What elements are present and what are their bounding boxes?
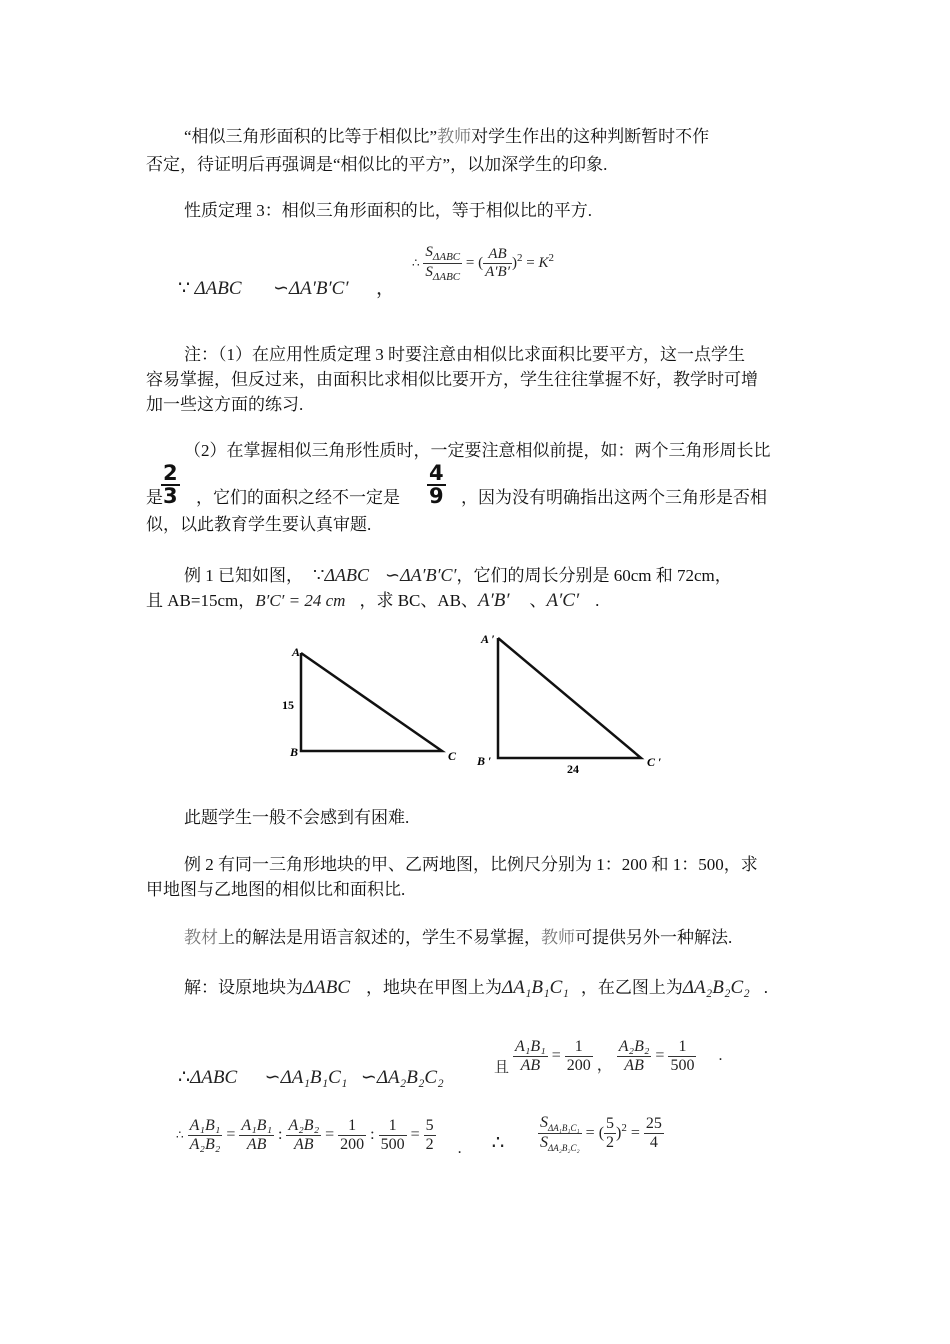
- remark: 此题学生一般不会感到有困难.: [184, 808, 410, 827]
- note2-tail: ，因为没有明确指出这两个三角形是否相: [461, 488, 767, 507]
- area-ratio-result: $\frac{S_{\Delta A_1B_1C_1}}{S_{\Delta A_2B_2C_2}}$ = ( $\frac{5}{2}$ )$^2$ = $\frac{25}{4}$: [540, 1114, 662, 1154]
- example2-line2: 甲地图与乙地图的相似比和面积比.: [146, 880, 406, 899]
- scale-ratios: 且 $\frac{\text{A₁B₁}}{AB}$ = $\frac{1}{200}$ ， $\frac{\text{A₂B₂}}{AB}$ = $\frac{1}{500}$ .: [494, 1038, 723, 1077]
- triangle-abc: [282, 645, 457, 763]
- similarity-ratio-fraction: $\frac{AB}{A'B'}$: [485, 246, 510, 280]
- note2-line3: 似，以此教育学生要认真审题.: [146, 515, 372, 534]
- example2-line1: 例 2 有同一三角形地块的甲、乙两地图，比例尺分别为 1：200 和 1：500，求: [184, 855, 758, 874]
- triangles-figure: [270, 625, 690, 785]
- note1-line2: 容易掌握，但反过来，由面积比求相似比要开方，学生往往掌握不好，教学时可增: [146, 370, 758, 389]
- perimeter-ratio-fraction: $\frac{2}{3}$: [163, 461, 178, 508]
- label-a-prime: A ′: [481, 632, 495, 646]
- theorem-condition: ∵ ΔABC ∽ΔA′B′C′ ，: [178, 278, 396, 299]
- label-c-prime: C ′: [647, 755, 662, 769]
- example1-line2: 且 AB=15cm，B′C′ = 24 cm ，求 BC、AB、A′B′ 、A′C′ .: [146, 590, 600, 611]
- note2-mid: ，它们的面积之经不一定是: [196, 488, 400, 507]
- method-line: 教材上的解法是用语言叙述的，学生不易掌握，教师可提供另外一种解法.: [184, 928, 733, 947]
- teacher-link-2[interactable]: 教师: [541, 928, 575, 947]
- note2-line1: （2）在掌握相似三角形性质时，一定要注意相似前提，如：两个三角形周长比: [184, 441, 771, 460]
- para1-line2: 否定，待证明后再强调是“相似比的平方”，以加深学生的印象.: [146, 155, 608, 174]
- label-side-24: 24: [567, 762, 579, 776]
- similarity-chain: ∴ΔABC ∽ΔA₁B₁C₁ ∽ΔA₂B₂C₂: [178, 1067, 444, 1088]
- note1-line3: 加一些这方面的练习.: [146, 395, 304, 414]
- similarity-ratio-derivation: ∴ $\frac{\text{A₁B₁}}{\text{A₂B₂}}$ = $\frac{\text{A₁B₁}}{AB}$ : $\frac{\text{A₂B₂}}{AB}$ = $\frac{1}{200}$ : $\frac{1}{500}$ = $\frac{5}{2}$ . ∴: [176, 1117, 505, 1158]
- solution-line: 解：设原地块为ΔABC ，地块在甲图上为ΔA₁B₁C₁ ，在乙图上为ΔA₂B₂C₂ .: [184, 977, 769, 998]
- area-ratio-fraction: $\frac{S_{\Delta ABC}}{S_{\Delta ABC}}$: [425, 244, 461, 283]
- label-c: C: [448, 749, 457, 763]
- label-b-prime: B ′: [477, 754, 492, 768]
- textbook-link[interactable]: 教材: [184, 928, 218, 947]
- label-a: A: [292, 645, 301, 659]
- label-side-15: 15: [282, 698, 294, 712]
- para1-line1: “相似三角形面积的比等于相似比”教师对学生作出的这种判断暂时不作: [184, 127, 710, 146]
- label-b: B: [290, 745, 299, 759]
- example1-line1: 例 1 已知如图， ∵ΔABC ∽ΔA′B′C′，它们的周长分别是 60cm 和 72cm，: [184, 565, 732, 585]
- note1-line1: 注：（1）在应用性质定理 3 时要注意由相似比求面积比要平方，这一点学生: [184, 345, 745, 364]
- triangle-abc-prime: [476, 632, 661, 776]
- area-ratio-fraction-2: $\frac{4}{9}$: [429, 461, 444, 508]
- theorem-text: 性质定理 3：相似三角形面积的比，等于相似比的平方.: [184, 201, 592, 220]
- teacher-link[interactable]: 教师: [437, 127, 472, 146]
- theorem-formula: ∴ $\frac{S_{\Delta ABC}}{S_{\Delta ABC}}$ = ( $\frac{AB}{A'B'}$ )$^2 = K^2$: [412, 244, 554, 283]
- note2-shi: 是: [146, 488, 163, 507]
